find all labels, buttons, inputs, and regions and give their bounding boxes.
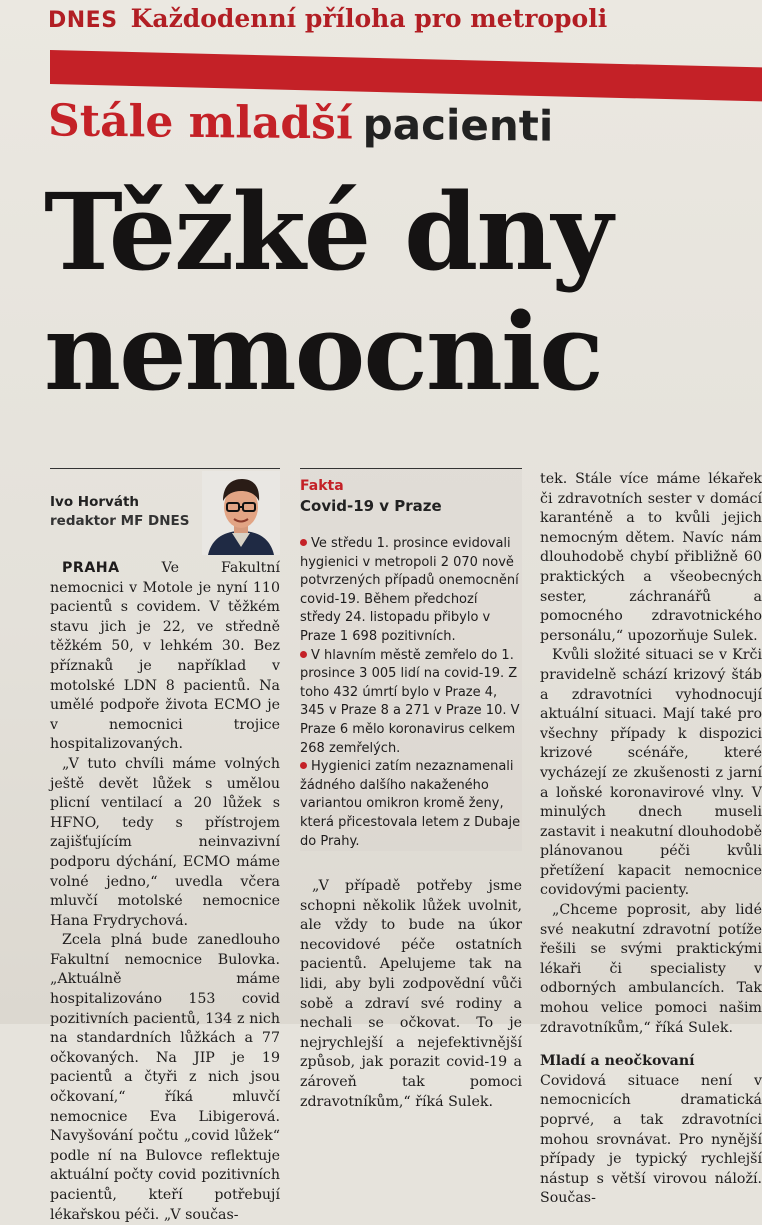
author-byline: [50, 468, 280, 555]
paragraph: „V případě potřeby jsme schopni několik lůžek uvolnit, ale vždy to bude na úkor necovidové péče ostatních pacientů. Apelujeme tak na lidi, aby byli zodpovědní vůči sobě a zdraví své rodiny a nechali se očkovat. To je nejrychlejší a nejefektivnější způsob, jak porazit covid-19 a zároveň tak pomoci zdravotníkům,“ říká Sulek.: [300, 878, 522, 1110]
paragraph: Ve Fakultní nemocnici v Motole je nyní 110 pacientů s covidem. V těžkém stavu jich je 22, ve středně těžkém 50, v lehkém 30. Bez příznaků je například v motolské LDN 8 pacientů. Na umělé podpoře života ECMO je v nemocnici trojice hospitalizovaných.: [50, 560, 280, 753]
paragraph: Zcela plná bude zanedlouho Fakultní nemocnice Bulovka. „Aktuálně máme hospitalizováno 153 covid pozitivních pacientů, 134 z nich na standardních lůžkách a 77 očkovaných. Na JIP je 19 pacientů a čtyři z nich jsou očkovaní,“ říká mluvčí nemocnice Eva Libigerová. Navyšování počtu „covid lůžek“ podle ní na Bulovce reflektuje aktuální počty covid pozitivních pacientů, kteří potřebují lékařskou péči. „V součas-: [50, 932, 280, 1223]
facts-item: V hlavním městě zemřelo do 1. prosince 3 005 lidí na covid-19. Z toho 432 úmrtí bylo v Praze 4, 345 v Praze 8 a 271 v Praze 10. V Praze 6 mělo koronavirus celkem 268 zemřelých.: [300, 647, 520, 756]
article-column-1: [50, 468, 280, 1225]
bullet-icon: [300, 651, 307, 658]
kicker-black-text: pacienti: [362, 99, 554, 151]
article-column-2: [300, 468, 522, 1112]
headline-kicker: [48, 95, 553, 151]
bullet-icon: [300, 762, 307, 769]
paragraph: „Chceme poprosit, aby lidé své neakutní zdravotní potíže řešili se svými praktickými lékaři či specialisty v odborných ambulancích. Tak mohou velice pomoci našim zdravotníkům,“ říká Sulek.: [540, 902, 762, 1036]
author-portrait-icon: [202, 471, 280, 555]
facts-item: Hygienici zatím nezaznamenali žádného dalšího nakaženého variantou omikron kromě ženy, která přicestovala letem z Dubaje do Prahy.: [300, 759, 521, 849]
author-role: redaktor MF DNES: [50, 513, 190, 529]
bullet-icon: [300, 539, 307, 546]
section-subtitle: Každodenní příloha pro metropoli: [130, 4, 608, 33]
paragraph: „V tuto chvíli máme volných ještě devět lůžek s umělou plicní ventilací a 20 lůžek s HFNO, tedy s přístrojem zajišťujícím neinvazivní podporu dýchání, ECMO máme volné jedno,“ uvedla včera mluvčí motolské nemocnice Hana Frydrychová.: [50, 755, 280, 929]
kicker-red-text: Stále mladší: [48, 95, 353, 150]
facts-label: Fakta: [300, 478, 344, 494]
headline-line-1: Těžké dny: [44, 169, 611, 294]
headline-line-2: nemocnic: [44, 289, 602, 414]
section-subheading: Mladí a neočkovaní: [540, 1053, 695, 1070]
dateline: PRAHA: [62, 560, 120, 576]
paragraph: Covidová situace není v nemocnicích dramatická poprvé, a tak zdravotníci mohou srovnávat. Pro nynější případy je typický rychlejší nástup s větší virovou náloží. Součas-: [540, 1072, 762, 1207]
author-photo: [202, 471, 280, 555]
article-column-3: [540, 470, 762, 1209]
section-header: [48, 4, 748, 40]
author-name: Ivo Horváth: [50, 494, 140, 510]
main-headline: [44, 169, 744, 414]
facts-title: Covid-19 v Praze: [300, 497, 442, 515]
facts-item: Ve středu 1. prosince evidovali hygienici v metropoli 2 070 nově potvrzených případů onemocnění covid-19. Během předchozí středy 24. listopadu přibylo v Praze 1 698 pozitivních.: [300, 536, 519, 644]
paragraph: Kvůli složité situaci se v Krči pravidelně schází krizový štáb a zdravotníci vyhodnocují aktuální situaci. Mají také pro všechny případy k dispozici krizové scénáře, které vycházejí ze zkušenosti z jarní a loňské koronavirové vlny. V minulých dnech museli zastavit i neakutní dlouhodobě plánovanou péči kvůli přetížení kapacit nemocnice covidovými pacienty.: [540, 647, 762, 899]
paragraph: tek. Stále více máme lékařek či zdravotních sester v domácí karanténě a to kvůli jejich nemocným dětem. Navíc nám dlouhodobě chybí přibližně 60 praktických a všeobecných sester, záchranářů a pomocného zdravotnického personálu,“ upozorňuje Sulek.: [540, 471, 762, 644]
section-label: DNES: [48, 8, 118, 33]
red-band-divider: [50, 50, 762, 101]
facts-box: [300, 468, 522, 851]
